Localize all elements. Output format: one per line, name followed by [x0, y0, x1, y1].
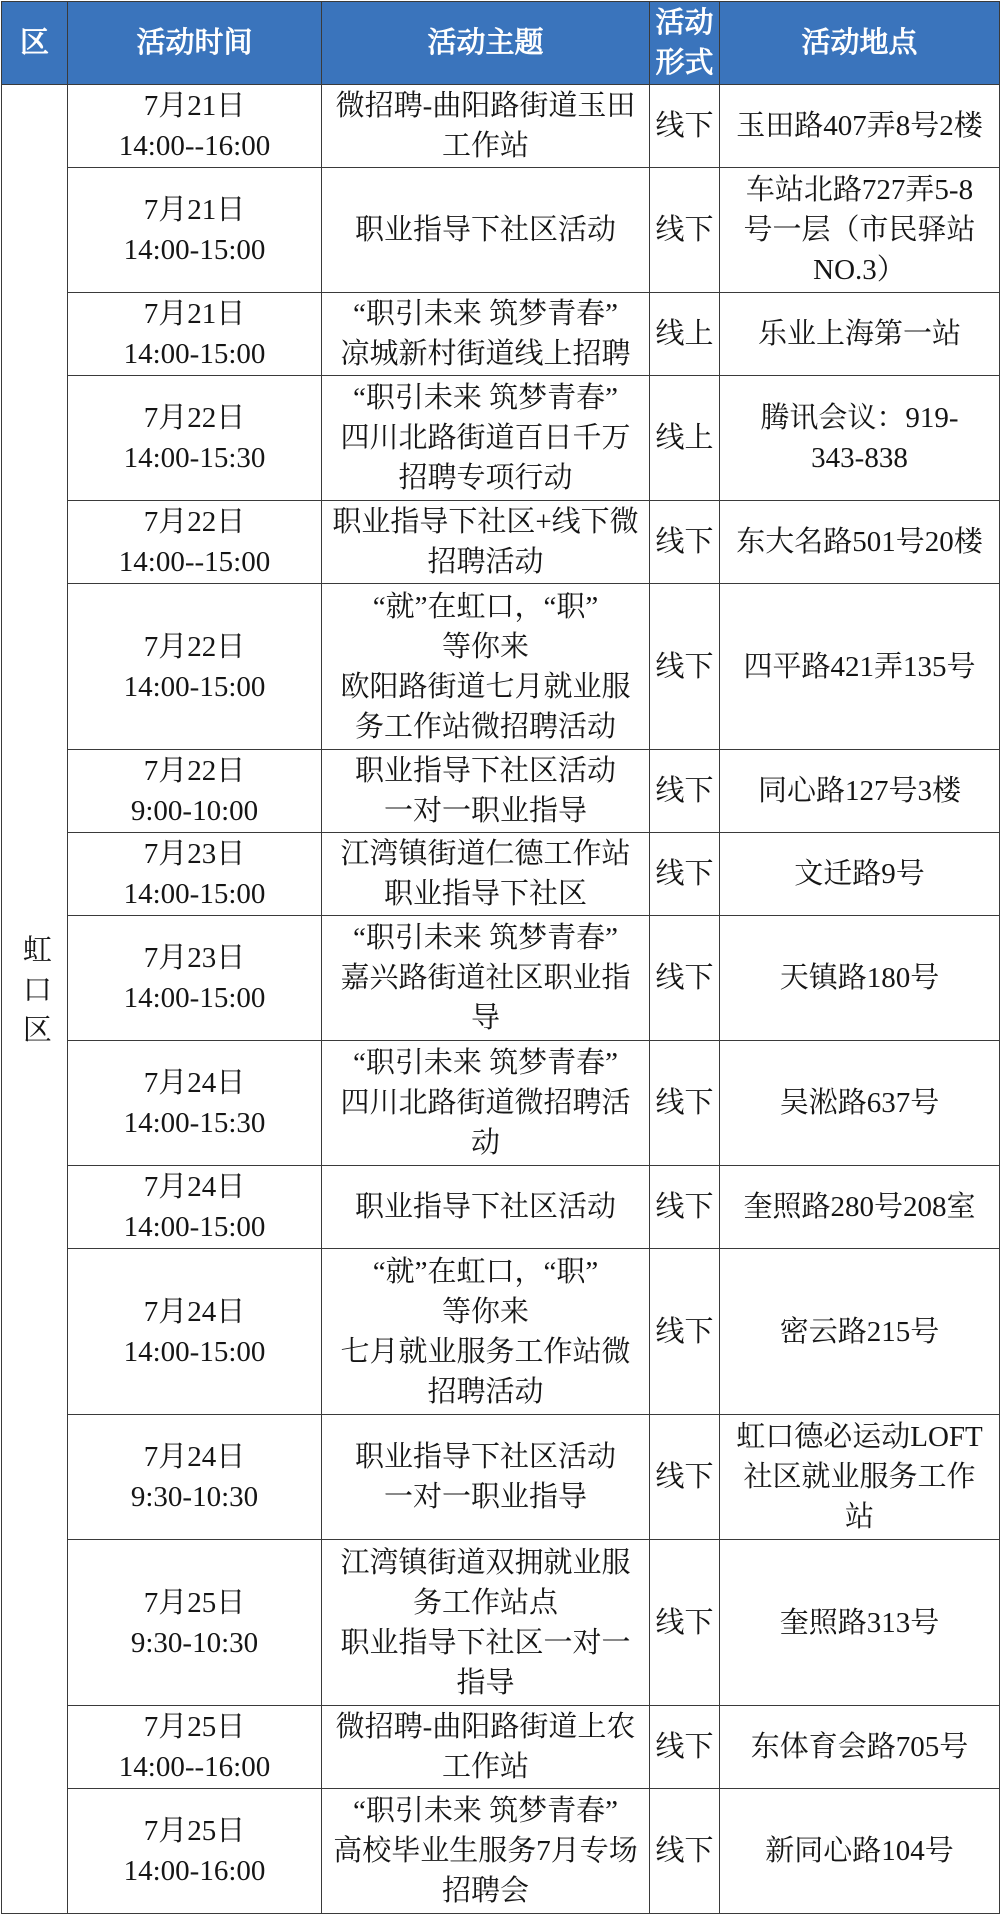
- activity-theme-text: “职引未来 筑梦青春” 凉城新村街道线上招聘: [340, 298, 631, 370]
- activity-format-text: 线上: [655, 422, 714, 454]
- activity-theme-text: 江湾镇街道仁德工作站 职业指导下社区: [340, 838, 631, 910]
- activity-theme-text: “就”在虹口，“职” 等你来 七月就业服务工作站微 招聘活动: [340, 1255, 631, 1408]
- activity-location-cell: [720, 376, 1000, 501]
- activity-format-text: 线下: [655, 1191, 714, 1223]
- activity-theme-cell: [322, 85, 650, 168]
- table-row: [2, 1041, 1000, 1166]
- activity-format-text: 线下: [655, 1835, 714, 1867]
- activity-theme-text: “职引未来 筑梦青春” 四川北路街道微招聘活 动: [340, 1047, 631, 1159]
- activity-format-text: 线下: [655, 1087, 714, 1119]
- table-row: [2, 376, 1000, 501]
- activity-time-cell: [68, 1249, 322, 1415]
- activity-location-cell: [720, 1415, 1000, 1540]
- activity-location-cell: [720, 1706, 1000, 1789]
- district-cell: [2, 85, 68, 1914]
- activity-time-cell: [68, 85, 322, 168]
- activity-format-cell: [650, 501, 720, 584]
- activity-format-text: 线下: [655, 962, 714, 994]
- activity-time-cell: [68, 168, 322, 293]
- activity-format-text: 线下: [655, 1606, 714, 1639]
- activity-format-text: 线上: [655, 318, 714, 350]
- table-row: [2, 1249, 1000, 1415]
- table-row: [2, 168, 1000, 293]
- activity-location-text: 东大名路501号20楼: [736, 526, 983, 558]
- table-row: [2, 1540, 1000, 1706]
- activity-time-text: 7月25日 14:00-16:00: [123, 1815, 266, 1887]
- activity-format-cell: [650, 1540, 720, 1706]
- table-row: [2, 293, 1000, 376]
- activity-format-text: 线下: [655, 858, 714, 890]
- activity-theme-cell: [322, 293, 650, 376]
- activity-location-text: 车站北路727弄5-8 号一层（市民驿站 NO.3）: [743, 174, 976, 286]
- activity-format-cell: [650, 1041, 720, 1166]
- activity-location-cell: [720, 85, 1000, 168]
- activity-location-cell: [720, 916, 1000, 1041]
- activity-theme-cell: [322, 1166, 650, 1249]
- activity-location-text: 腾讯会议：919- 343-838: [760, 402, 959, 474]
- activity-time-text: 7月23日 14:00-15:00: [123, 838, 266, 910]
- activity-time-text: 7月25日 9:30-10:30: [130, 1586, 259, 1659]
- activity-theme-text: 江湾镇街道双拥就业服 务工作站点 职业指导下社区一对一 指导: [340, 1546, 631, 1699]
- activity-format-cell: [650, 1249, 720, 1415]
- activity-theme-cell: [322, 833, 650, 916]
- activity-theme-text: “职引未来 筑梦青春” 嘉兴路街道社区职业指 导: [340, 922, 631, 1034]
- activity-time-cell: [68, 1415, 322, 1540]
- activity-format-cell: [650, 916, 720, 1041]
- activity-location-cell: [720, 501, 1000, 584]
- activity-location-text: 天镇路180号: [779, 962, 940, 994]
- activity-format-text: 线下: [655, 1315, 714, 1348]
- table-header-row: [2, 2, 1000, 85]
- activity-format-cell: [650, 1166, 720, 1249]
- activity-time-cell: [68, 1540, 322, 1706]
- table-row: [2, 584, 1000, 750]
- activity-format-text: 线下: [655, 1461, 714, 1493]
- activity-theme-text: 职业指导下社区+线下微 招聘活动: [332, 506, 639, 578]
- activity-time-cell: [68, 293, 322, 376]
- activity-theme-cell: [322, 1041, 650, 1166]
- column-header-theme: 活动主题: [322, 2, 650, 85]
- activity-time-text: 7月22日 14:00-15:00: [123, 630, 266, 703]
- activity-time-text: 7月25日 14:00--16:00: [118, 1711, 271, 1783]
- column-header-time: 活动时间: [68, 2, 322, 85]
- activity-format-cell: [650, 376, 720, 501]
- activity-location-text: 奎照路280号208室: [743, 1191, 976, 1223]
- activity-theme-text: 微招聘-曲阳路街道玉田 工作站: [335, 90, 636, 162]
- activity-schedule-table: [1, 1, 1000, 1914]
- activity-theme-cell: [322, 1249, 650, 1415]
- table-row: [2, 833, 1000, 916]
- activity-location-cell: [720, 584, 1000, 750]
- activity-location-text: 东体育会路705号: [750, 1731, 969, 1763]
- activity-location-text: 新同心路104号: [765, 1835, 954, 1867]
- activity-time-text: 7月24日 14:00-15:00: [123, 1171, 266, 1243]
- activity-theme-cell: [322, 1706, 650, 1789]
- activity-theme-cell: [322, 916, 650, 1041]
- activity-location-cell: [720, 750, 1000, 833]
- activity-format-text: 线下: [655, 1731, 714, 1763]
- activity-location-text: 玉田路407弄8号2楼: [736, 110, 983, 142]
- activity-time-text: 7月22日 14:00-15:30: [123, 402, 266, 474]
- activity-location-cell: [720, 1540, 1000, 1706]
- activity-theme-text: “职引未来 筑梦青春” 四川北路街道百日千万 招聘专项行动: [340, 382, 631, 494]
- column-header-format: 活动形式: [650, 2, 720, 85]
- activity-location-cell: [720, 168, 1000, 293]
- activity-time-cell: [68, 916, 322, 1041]
- table-header: [2, 2, 1000, 85]
- activity-location-text: 奎照路313号: [779, 1606, 940, 1639]
- table-row: [2, 916, 1000, 1041]
- activity-time-cell: [68, 584, 322, 750]
- activity-time-cell: [68, 1041, 322, 1166]
- activity-format-cell: [650, 1706, 720, 1789]
- activity-time-text: 7月24日 14:00-15:00: [123, 1295, 266, 1368]
- activity-location-text: 文迁路9号: [794, 858, 925, 890]
- activity-theme-text: 职业指导下社区活动 一对一职业指导: [354, 755, 616, 827]
- activity-time-cell: [68, 1789, 322, 1914]
- table-row: [2, 1166, 1000, 1249]
- activity-theme-cell: [322, 584, 650, 750]
- activity-time-text: 7月22日 9:00-10:00: [130, 755, 259, 827]
- activity-theme-cell: [322, 1415, 650, 1540]
- activity-theme-cell: [322, 750, 650, 833]
- table-row: [2, 1415, 1000, 1540]
- activity-format-cell: [650, 833, 720, 916]
- activity-format-cell: [650, 168, 720, 293]
- activity-time-cell: [68, 376, 322, 501]
- activity-format-cell: [650, 584, 720, 750]
- activity-format-cell: [650, 750, 720, 833]
- activity-time-cell: [68, 1706, 322, 1789]
- activity-location-text: 同心路127号3楼: [757, 775, 961, 807]
- activity-time-text: 7月22日 14:00--15:00: [118, 506, 271, 578]
- activity-format-text: 线下: [655, 214, 714, 246]
- activity-time-cell: [68, 501, 322, 584]
- table-row: [2, 501, 1000, 584]
- activity-location-cell: [720, 1789, 1000, 1914]
- activity-theme-cell: [322, 501, 650, 584]
- activity-format-cell: [650, 293, 720, 376]
- activity-location-cell: [720, 833, 1000, 916]
- activity-format-cell: [650, 1415, 720, 1540]
- activity-format-text: 线下: [655, 526, 714, 558]
- activity-location-cell: [720, 1041, 1000, 1166]
- activity-theme-text: “职引未来 筑梦青春” 高校毕业生服务7月专场 招聘会: [333, 1795, 638, 1907]
- activity-location-text: 密云路215号: [779, 1315, 940, 1348]
- table-row: [2, 1789, 1000, 1914]
- activity-time-text: 7月24日 9:30-10:30: [130, 1441, 259, 1513]
- activity-time-text: 7月21日 14:00-15:00: [123, 298, 266, 370]
- activity-time-cell: [68, 750, 322, 833]
- activity-theme-text: 职业指导下社区活动: [354, 1191, 616, 1223]
- activity-time-cell: [68, 833, 322, 916]
- activity-time-text: 7月21日 14:00-15:00: [123, 194, 266, 266]
- activity-format-text: 线下: [655, 110, 714, 142]
- activity-location-text: 四平路421弄135号: [743, 650, 976, 683]
- activity-time-text: 7月21日 14:00--16:00: [118, 90, 271, 162]
- activity-time-text: 7月23日 14:00-15:00: [123, 942, 266, 1014]
- activity-location-text: 乐业上海第一站: [757, 318, 961, 350]
- activity-theme-cell: [322, 376, 650, 501]
- table-body: [2, 85, 1000, 1914]
- activity-theme-cell: [322, 1789, 650, 1914]
- table-row: [2, 750, 1000, 833]
- activity-theme-text: 微招聘-曲阳路街道上农 工作站: [335, 1711, 636, 1783]
- activity-time-cell: [68, 1166, 322, 1249]
- activity-format-text: 线下: [655, 650, 714, 683]
- table-row: [2, 1706, 1000, 1789]
- table-row: [2, 85, 1000, 168]
- activity-format-cell: [650, 85, 720, 168]
- activity-theme-cell: [322, 1540, 650, 1706]
- column-header-district: 区: [2, 2, 68, 85]
- activity-theme-text: 职业指导下社区活动: [354, 214, 616, 246]
- column-header-location: 活动地点: [720, 2, 1000, 85]
- activity-theme-text: “就”在虹口，“职” 等你来 欧阳路街道七月就业服 务工作站微招聘活动: [340, 590, 631, 743]
- activity-theme-text: 职业指导下社区活动 一对一职业指导: [354, 1441, 616, 1513]
- district-name: 虹口区: [18, 933, 51, 1054]
- activity-location-text: 吴淞路637号: [779, 1087, 940, 1119]
- activity-location-cell: [720, 1166, 1000, 1249]
- activity-time-text: 7月24日 14:00-15:30: [123, 1067, 266, 1139]
- activity-theme-cell: [322, 168, 650, 293]
- activity-location-cell: [720, 1249, 1000, 1415]
- activity-format-text: 线下: [655, 775, 714, 807]
- activity-format-cell: [650, 1789, 720, 1914]
- activity-location-cell: [720, 293, 1000, 376]
- activity-location-text: 虹口德必运动LOFT 社区就业服务工作 站: [736, 1421, 983, 1533]
